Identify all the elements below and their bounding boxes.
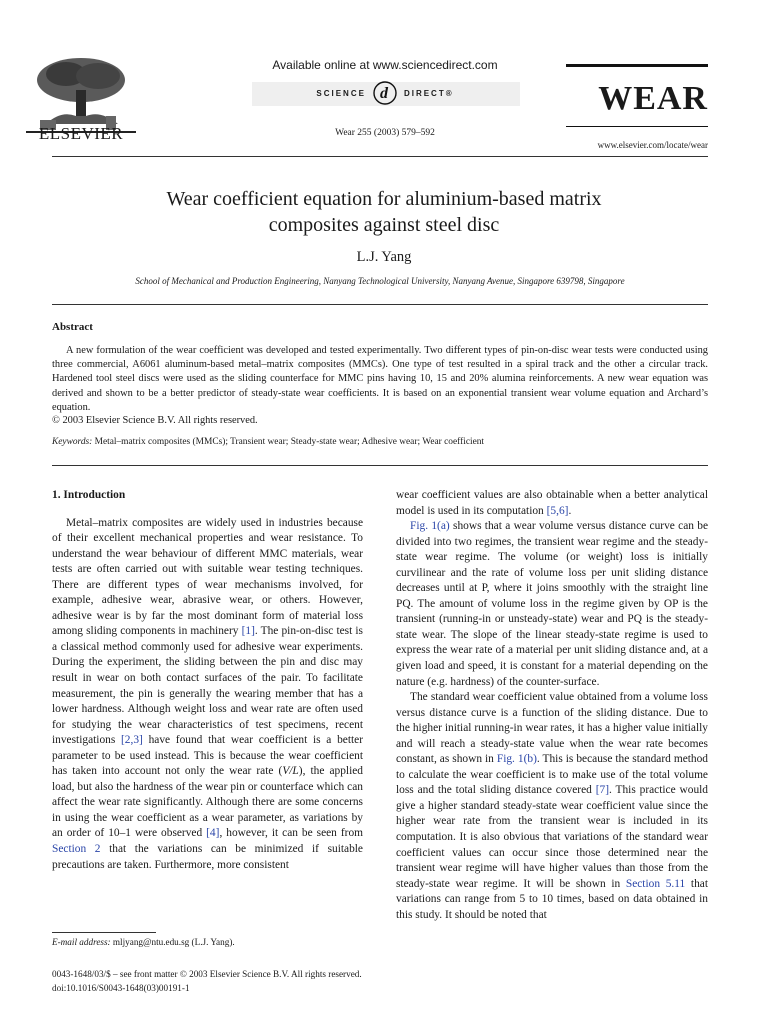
text-run: , however, it can be seen from (219, 827, 363, 840)
article-title: Wear coefficient equation for aluminium-based matrix composites against steel disc (166, 188, 602, 236)
sciencedirect-d-icon (372, 80, 398, 106)
intro-paragraph (52, 516, 363, 874)
svg-text:d: d (379, 85, 390, 102)
abstract-copyright: © 2003 Elsevier Science B.V. All rights reserved. (52, 415, 258, 426)
journal-title: WEAR (598, 80, 708, 117)
section-5-11-link[interactable]: Section 5.11 (625, 877, 686, 890)
article-author: L.J. Yang (356, 249, 412, 265)
sciencedirect-left-text: SCIENCE (316, 88, 366, 98)
text-run: . (568, 504, 572, 517)
journal-url[interactable]: www.elsevier.com/locate/wear (597, 140, 708, 150)
text-run: Metal–matrix composites are widely used in industries because of their excellent mechanical properties and wear resistance. To understand the wear behaviour of different MMC materials, wear tests are often carried out with suitable wear testing techniques. There are different types of wear mechanisms involved, for example, adhesive wear, abrasive wear, or others. However, adhesive wear is by far the most dominant form of material loss among sliding components in machinery (52, 516, 363, 638)
text-run: shows that a wear volume versus distance curve can be divided into two regimes, the transient wear regime and the steady-state wear regime. The volume (or weight) loss is initially curvilinear and the rate of volume loss per unit sliding distance decreases until at P, where it joins smoothly with the straight line PQ. The amount of volume loss in the regime given by OP is the transient (running-in or unsteady-state) wear and PQ is the steady-state wear. The slope of the linear steady-state regime is used to express the wear rate of a material per unit sliding distance and, at a given load and speed, it is constant for a material depending on the nature (e.g. hardness) of the counter-surface. (396, 520, 709, 688)
author-affiliation: School of Mechanical and Production Engineering, Nanyang Technological University, Nanyang Avenue, Singapore 639798, Singapore (135, 276, 625, 286)
fig-1a-link[interactable]: Fig. 1(a) (410, 520, 450, 533)
sciencedirect-logo (200, 78, 570, 108)
text-run: that the variations can be minimized if suitable precautions are taken. Furthermore, more consistent (52, 843, 363, 871)
text-run: . This is because the standard method to calculate the wear coefficient is to make use of the total volume loss and the total sliding distance covered (396, 753, 709, 797)
paragraph-fig1a (396, 519, 708, 690)
ref-link-4[interactable]: [4] (206, 827, 220, 840)
abstract-body: A new formulation of the wear coefficient was developed and tested experimentally. Two different types of pin-on-disc wear tests were conducted using three commercial, A6061 aluminum-based metal–matrix composites (MMCs). One type of test resulted in a spiral track and the other a circular track. Hardened tool steel discs were used as the sliding counterface for MMC pins having 10, 15 and 20% alumina reinforcements. A new wear equation was derived and shown to be a better predictor of steady-state wear coefficients. It is based on an exponential transient wear volume equation and Archard’s equation. (52, 345, 708, 413)
section-heading-introduction: 1. Introduction (52, 489, 126, 501)
journal-bottom-rule (566, 126, 708, 127)
ref-link-1[interactable]: [1] (241, 625, 255, 638)
ref-link-5-6[interactable]: [5,6] (546, 504, 569, 517)
front-matter-line: 0043-1648/03/$ – see front matter © 2003 Elsevier Science B.V. All rights reserved. (52, 969, 362, 979)
publisher-name: ELSEVIER (38, 124, 124, 143)
ref-link-2-3[interactable]: [2,3] (121, 734, 143, 747)
abstract-heading: Abstract (52, 321, 93, 333)
text-run: have found that wear coefficient is a better parameter to be used instead. This is because the wear coefficient has taken into account not only the wear rate ( (52, 734, 364, 778)
math-vl: V/L (282, 765, 299, 778)
author-email-footnote (52, 937, 235, 947)
text-run: that variations can range from 5 to 10 times, based on data obtained in this study. It should be noted that (396, 877, 708, 921)
keywords-list: Metal–matrix composites (MMCs); Transient wear; Steady-state wear; Adhesive wear; Wear coefficient (94, 437, 485, 447)
email-text: mljyang@ntu.edu.sg (L.J. Yang). (110, 937, 235, 947)
paragraph-standard-wear-coefficient (396, 690, 708, 923)
text-run: . The pin-on-disc test is a classical method commonly used for adhesive wear experiments. During the experiment, the sliding between the pin and disc may result in wear on both contact surfaces of the pair. To facilitate measurement, the pin is generally the wearing member that has a lower hardness. Although weight loss and wear rate are often used for studying the wear characteristics of test specimens, recent investigations (52, 625, 363, 747)
continued-paragraph (396, 488, 708, 519)
text-run: . This practice would give a higher standard steady-state wear coefficient value since the higher wear rate from the transient wear is included in its computation. It is also obvious that variations of the standard wear coefficient values can occur since those determined near the transient wear regime will have higher values than those from the steady-state wear regime. It will be shown in (396, 784, 708, 890)
footnote-rule (52, 932, 156, 933)
fig-1b-link[interactable]: Fig. 1(b) (496, 753, 537, 766)
sciencedirect-right-text: DIRECT® (403, 88, 454, 98)
left-column (52, 488, 363, 873)
text-run: wear coefficient values are also obtainable when a better analytical model is used in its computation (396, 489, 708, 517)
abstract-bottom-divider (52, 465, 708, 466)
keywords (52, 437, 708, 447)
journal-citation: Wear 255 (2003) 579–592 (335, 128, 435, 138)
right-column (396, 488, 708, 923)
email-label: E-mail address: (52, 937, 111, 947)
journal-top-rule (566, 64, 708, 67)
available-online-text[interactable]: Available online at www.sciencedirect.com (272, 58, 498, 72)
header-divider (52, 156, 708, 157)
keywords-label: Keywords: (52, 437, 93, 447)
ref-link-7[interactable]: [7] (595, 784, 610, 797)
abstract-top-divider (52, 304, 708, 305)
text-run: The standard wear coefficient value obtained from a volume loss versus distance curve is a function of the sliding distance. Due to the higher initial running-in wear rates, it has a higher value initially and will reach a steady-state value when the wear rate becomes constant, as shown in (396, 691, 708, 766)
text-run: ), the applied load, but also the hardness of the wear pin or counterface which can affect the wear rate significantly. Although there are some concerns in using the wear coefficient as a wear parameter, as variations by an order of 10–1 were observed (52, 765, 363, 840)
doi-line: doi:10.1016/S0043-1648(03)00191-1 (52, 983, 190, 993)
section-2-link[interactable]: Section 2 (52, 843, 101, 856)
